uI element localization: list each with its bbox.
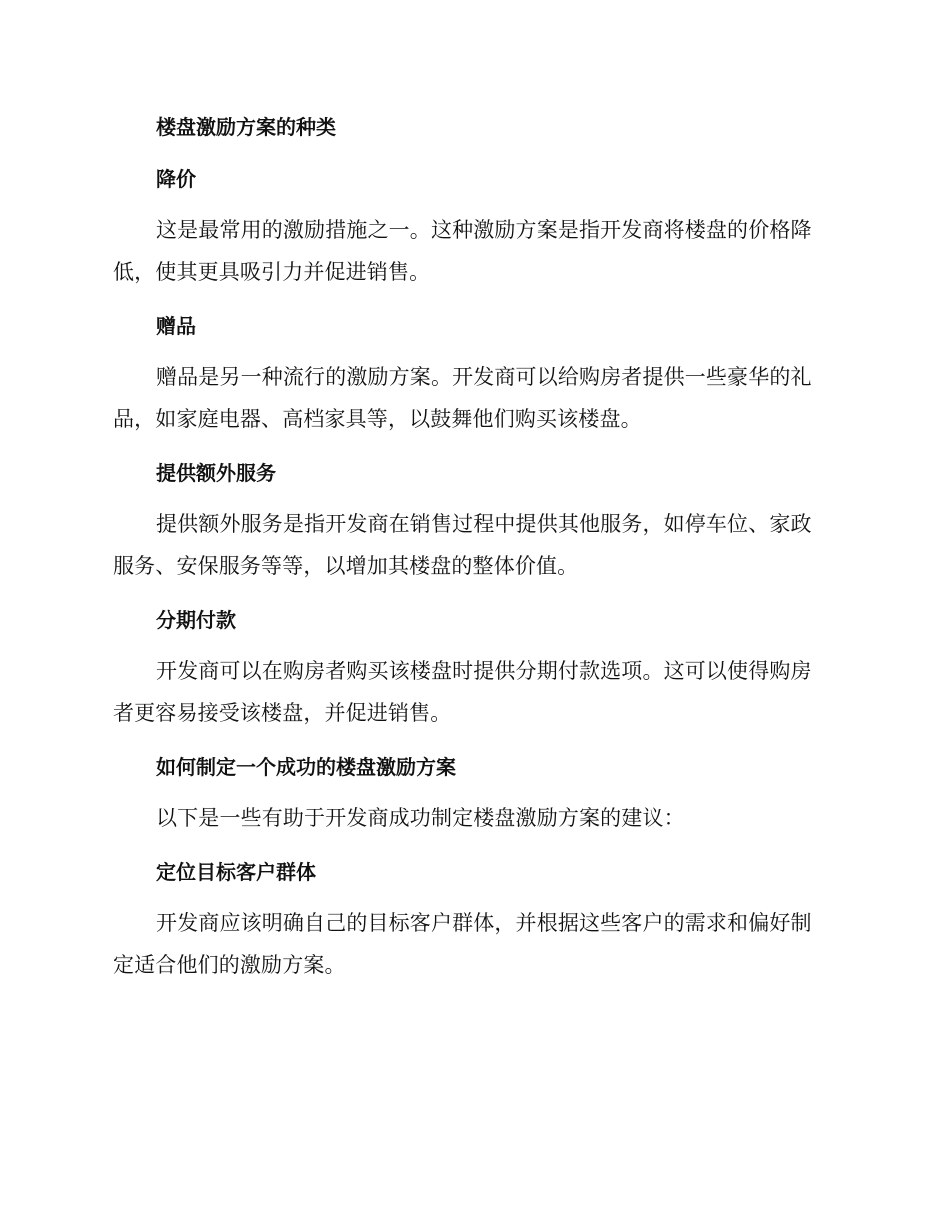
- section-heading-target-customers: 定位目标客户群体: [156, 860, 316, 884]
- section-heading-price-cut: 降价: [156, 167, 196, 191]
- section-heading-extra-services: 提供额外服务: [156, 461, 276, 485]
- paragraph-suggestions-intro: 以下是一些有助于开发商成功制定楼盘激励方案的建议：: [156, 806, 685, 830]
- section-heading-gifts: 赠品: [156, 314, 196, 338]
- paragraph-extra-services: 提供额外服务是指开发商在销售过程中提供其他服务，如停车位、家政服务、安保服务等等，以增加其楼盘的整体价值。: [113, 512, 812, 578]
- section-heading-how-to: 如何制定一个成功的楼盘激励方案: [156, 755, 456, 779]
- document-page: [113, 108, 831, 986]
- section-heading-types: 楼盘激励方案的种类: [156, 115, 336, 139]
- paragraph-target-customers: 开发商应该明确自己的目标客户群体，并根据这些客户的需求和偏好制定适合他们的激励方案。: [113, 911, 812, 977]
- section-heading-installments: 分期付款: [156, 608, 236, 632]
- paragraph-gifts: 赠品是另一种流行的激励方案。开发商可以给购房者提供一些豪华的礼品，如家庭电器、高档家具等，以鼓舞他们购买该楼盘。: [113, 365, 812, 431]
- paragraph-price-cut: 这是最常用的激励措施之一。这种激励方案是指开发商将楼盘的价格降低，使其更具吸引力并促进销售。: [113, 218, 812, 284]
- paragraph-installments: 开发商可以在购房者购买该楼盘时提供分期付款选项。这可以使得购房者更容易接受该楼盘，并促进销售。: [113, 659, 812, 725]
